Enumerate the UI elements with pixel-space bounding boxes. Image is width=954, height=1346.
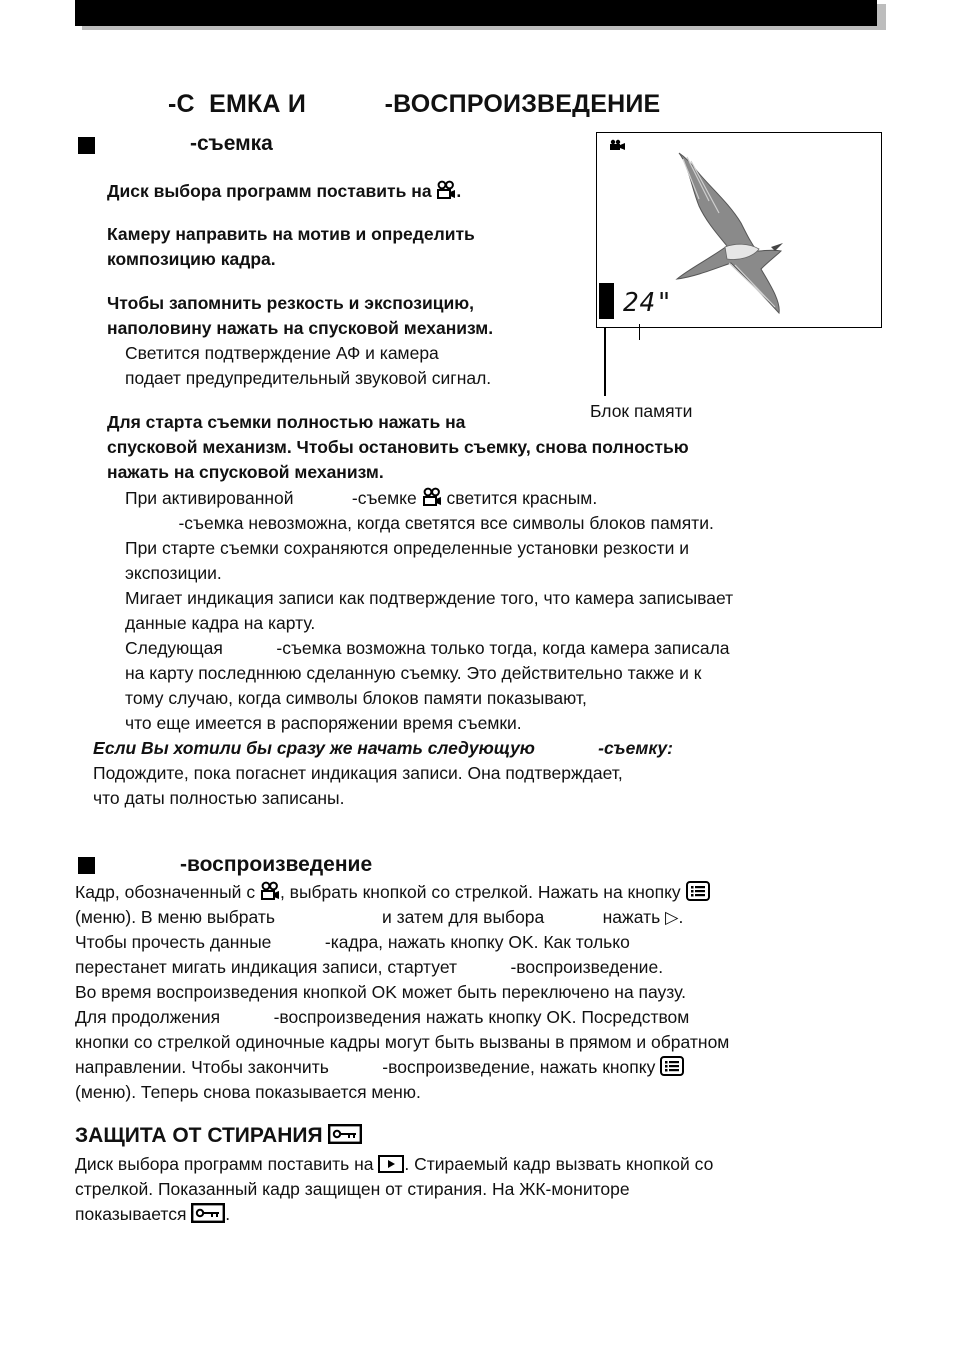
callout-line — [604, 328, 606, 396]
playback-line: перестанет мигать индикация записи, стартует -воспроизведение. — [75, 957, 664, 977]
section-heading-playback: -воспроизведение — [180, 853, 373, 876]
protect-key-icon — [191, 1203, 225, 1230]
movie-camera-icon — [260, 881, 280, 908]
playback-line: Во время воспроизведения кнопкой OK может быть переключено на паузу. — [75, 982, 686, 1002]
playback-line-2: (меню). В меню выбрать и затем для выбора нажать ▷. — [75, 907, 684, 927]
note-line: экспозиции. — [125, 563, 222, 583]
protect-line-2: стрелкой. Показанный кадр защищен от стирания. На ЖК-мониторе — [75, 1179, 630, 1199]
page-title: -С ЕМКА И -ВОСПРОИЗВЕДЕНИЕ — [168, 90, 661, 118]
callout-tick — [639, 324, 640, 340]
step-2-line-1: Камеру направить на мотив и определить — [107, 224, 475, 244]
tip-text-line-1: Подождите, пока погаснет индикация записи. Она подтверждает, — [93, 763, 623, 783]
memory-block-label: Блок памяти — [590, 401, 693, 421]
movie-camera-icon — [608, 138, 626, 156]
memory-block-indicator — [599, 283, 614, 319]
movie-camera-icon — [422, 487, 442, 514]
step-3-note-2: подает предупредительный звуковой сигнал. — [125, 368, 492, 388]
step-4-line-3: нажать на спусковой механизм. — [107, 462, 384, 482]
playback-line-1: Кадр, обозначенный с , выбрать кнопкой со стрелкой. Нажать на кнопку — [75, 880, 710, 908]
note-line: что еще имеется в распоряжении время съемки. — [125, 713, 522, 733]
note-line: -съемка невозможна, когда светятся все символы блоков памяти. — [125, 513, 714, 533]
playback-line: кнопки со стрелкой одиночные кадры могут быть вызваны в прямом и обратном — [75, 1032, 730, 1052]
playback-line: Чтобы прочесть данные -кадра, нажать кнопку OK. Как только — [75, 932, 630, 952]
step-3-note-1: Светится подтверждение АФ и камера — [125, 343, 439, 363]
note-line: При старте съемки сохраняются определенные установки резкости и — [125, 538, 690, 558]
header-bar — [75, 0, 877, 26]
section-bullet — [78, 857, 95, 874]
step-3-line-2: наполовину нажать на спусковой механизм. — [107, 318, 494, 338]
protect-line-3: показывается . — [75, 1202, 230, 1230]
recording-time-counter: 24" — [623, 288, 673, 318]
section-bullet — [78, 137, 95, 154]
step-4-line-2: спусковой механизм. Чтобы остановить съемку, снова полностью — [107, 437, 689, 457]
step-3-line-1: Чтобы запомнить резкость и экспозицию, — [107, 293, 475, 313]
lcd-monitor-illustration — [596, 132, 882, 328]
protect-key-icon — [328, 1124, 362, 1150]
step-1: Диск выбора программ поставить на . — [107, 179, 461, 207]
tip-text-line-2: что даты полностью записаны. — [93, 788, 345, 808]
note-red-indicator: При активированной -съемке светится красным. — [125, 486, 597, 514]
playback-line: Для продолжения -воспроизведения нажать кнопку OK. Посредством — [75, 1007, 690, 1027]
playback-line-9: (меню). Теперь снова показывается меню. — [75, 1082, 421, 1102]
menu-icon — [686, 881, 710, 908]
menu-icon — [660, 1056, 684, 1083]
note-line: тому случаю, когда символы блоков памяти показывают, — [125, 688, 587, 708]
step-4-line-1: Для старта съемки полностью нажать на — [107, 412, 466, 432]
playback-line-8: направлении. Чтобы закончить -воспроизведение, нажать кнопку — [75, 1055, 684, 1083]
tip-heading: Если Вы хотили бы сразу же начать следующую -съемку: — [93, 738, 673, 758]
section-heading-recording: -съемка — [190, 132, 273, 155]
section-heading-protect: ЗАЩИТА ОТ СТИРАНИЯ — [75, 1124, 362, 1150]
step-2-line-2: композицию кадра. — [107, 249, 276, 269]
note-line: на карту последннюю сделанную съемку. Это действительно также и к — [125, 663, 702, 683]
bird-image — [669, 151, 809, 321]
movie-camera-icon — [436, 180, 456, 207]
note-line: Следующая -съемка возможна только тогда, когда камера записала — [125, 638, 730, 658]
note-line: данные кадра на карту. — [125, 613, 316, 633]
protect-line-1: Диск выбора программ поставить на . Стираемый кадр вызвать кнопкой со — [75, 1152, 713, 1180]
note-line: Мигает индикация записи как подтверждение того, что камера записывает — [125, 588, 734, 608]
